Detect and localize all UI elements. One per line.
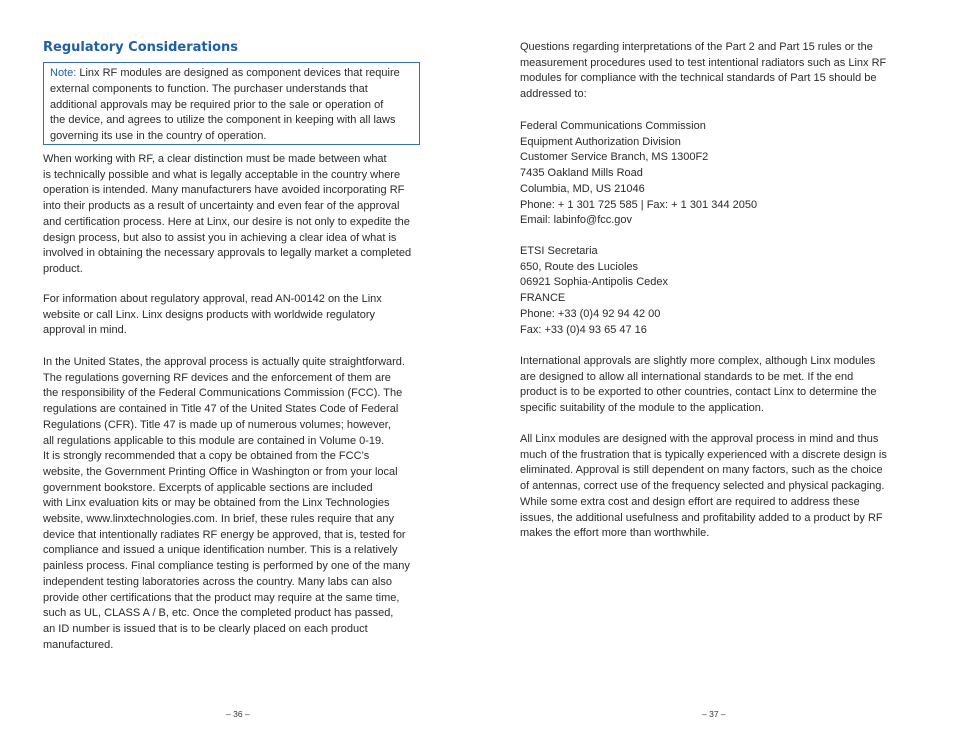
etsi-address: ETSI Secretaria 650, Route des Lucioles 06921 Sophia-Antipolis Cedex FRANCE Phone: +33 (0)4 92 94 42 00 Fax: +33 (0)4 93 65 47 16 <box>520 245 668 336</box>
intro-paragraph: When working with RF, a clear distinction must be made between what is technically possible and what is legally acceptable in the country where operation is intended. Many manufacturers have avoided incorporating RF into their products as a result of uncertainty and even fear of the approval and certification process. Here at Linx, our desire is not only to expedite the design process, but also to assist you in achieving a clear idea of what is involved in obtaining the necessary approvals to legally market a completed product. <box>43 153 412 275</box>
right-page <box>477 0 954 738</box>
note-box <box>43 62 420 145</box>
note-label: Note: <box>50 67 77 79</box>
questions-paragraph: Questions regarding interpretations of the Part 2 and Part 15 rules or the measurement procedures used to test intentional radiators such as Linx RF modules for compliance with the technical standards of Part 15 should be addressed to: <box>520 41 887 101</box>
international-paragraph: International approvals are slightly more complex, although Linx modules are designed to allow all international standards to be met. If the end product is to be exported to other countries, contact Linx to determine the specific suitability of the module to the application. <box>520 355 877 415</box>
page-number: – 36 – <box>226 709 250 719</box>
note-text: Linx RF modules are designed as component devices that require external components to function. The purchaser understands that additional approvals may be required prior to the sale or operation of the device, and agrees to utilize the component in keeping with all laws governing its use in the country of operation. <box>50 67 400 143</box>
fcc-address: Federal Communications Commission Equipment Authorization Division Customer Service Branch, MS 1300F2 7435 Oakland Mills Road Columbia, MD, US 21046 Phone: + 1 301 725 585 | Fax: + 1 301 344 2050 Email: labinfo@fcc.gov <box>520 120 758 227</box>
us-approval-paragraph: In the United States, the approval process is actually quite straightforward. The regulations governing RF devices and the enforcement of them are the responsibility of the Federal Communications Commission (FCC). The regulations are contained in Title 47 of the United States Code of Federal Regulations (CFR). Title 47 is made up of numerous volumes; however, all regulations applicable to this module are contained in Volume 0-19. It is strongly recommended that a copy be obtained from the FCC’s website, the Government Printing Office in Washington or from your local government bookstore. Excerpts of applicable sections are included with Linx evaluation kits or may be obtained from the Linx Technologies website, www.linxtechnologies.com. In brief, these rules require that any device that intentionally radiates RF energy be approved, that is, tested for compliance and issued a unique identification number. This is a relatively painless process. Final compliance testing is performed by one of the many independent testing laboratories across the country. Many labs can also provide other certifications that the product may require at the same time, such as UL, CLASS A / B, etc. Once the completed product has passed, an ID number is issued that is to be clearly placed on each product manufactured. <box>43 356 410 651</box>
design-paragraph: All Linx modules are designed with the approval process in mind and thus much of the frustration that is typically experienced with a discrete design is eliminated. Approval is still dependent on many factors, such as the choice of antennas, correct use of the frequency selected and physical packaging. While some extra cost and design effort are required to address these issues, the additional usefulness and profitability added to a product by RF makes the effort more than worthwhile. <box>520 433 887 540</box>
approval-info-paragraph: For information about regulatory approval, read AN-00142 on the Linx website or call Linx. Linx designs products with worldwide regulatory approval in mind. <box>43 293 382 337</box>
section-heading: Regulatory Considerations <box>43 40 238 55</box>
page-number: – 37 – <box>702 709 726 719</box>
